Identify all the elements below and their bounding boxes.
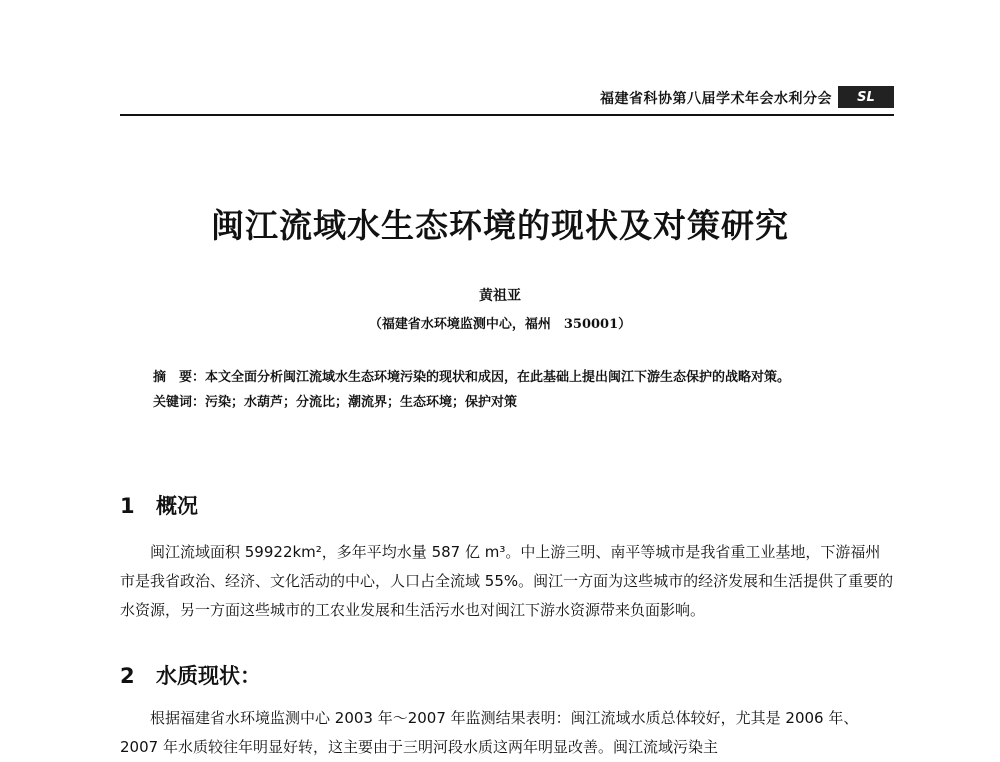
abstract-block [153, 365, 883, 415]
keywords-text: 污染；水葫芦；分流比；潮流界；生态环境；保护对策 [205, 395, 518, 410]
keywords-label: 关键词： [153, 395, 206, 410]
paper-title: 闽江流域水生态环境的现状及对策研究 [211, 206, 789, 245]
journal-name: 福建省科协第八届学术年会水利分会 [600, 91, 832, 107]
section-number: 1 [120, 494, 135, 518]
abstract-paragraph [153, 365, 883, 390]
author-affiliation: （福建省水环境监测中心，福州 350001） [368, 317, 632, 332]
section-heading-water-quality [120, 660, 261, 690]
keywords-line [153, 390, 883, 415]
paper-author: 黄祖亚 [479, 288, 521, 304]
section-heading-overview [120, 490, 198, 520]
section-title: 水质现状： [156, 664, 261, 688]
section-paragraph-overview: 闽江流域面积 59922km²，多年平均水量 587 亿 m³。中上游三明、南平等城市是我省重工业基地，下游福州市是我省政治、经济、文化活动的中心，人口占全流域 55%。闽江一方面为这些城市的经济发展和生活提供了重要的水资源，另一方面这些城市的工农业发展和生活污水也对闽江下游水资源带来负面影响。 [120, 543, 894, 619]
section-number: 2 [120, 664, 135, 688]
running-header [120, 84, 894, 116]
abstract-text: 本文全面分析闽江流域水生态环境污染的现状和成因，在此基础上提出闽江下游生态保护的战略对策。 [205, 370, 791, 385]
section-title: 概况 [156, 494, 198, 518]
section-paragraph-water-quality: 根据福建省水环境监测中心 2003 年～2007 年监测结果表明：闽江流域水质总体较好，尤其是 2006 年、2007 年水质较往年明显好转，这主要由于三明河段水质这两年明显改善。闽江流域污染主 [120, 709, 859, 756]
journal-logo: SL [838, 86, 894, 108]
abstract-label: 摘 要： [153, 370, 206, 385]
